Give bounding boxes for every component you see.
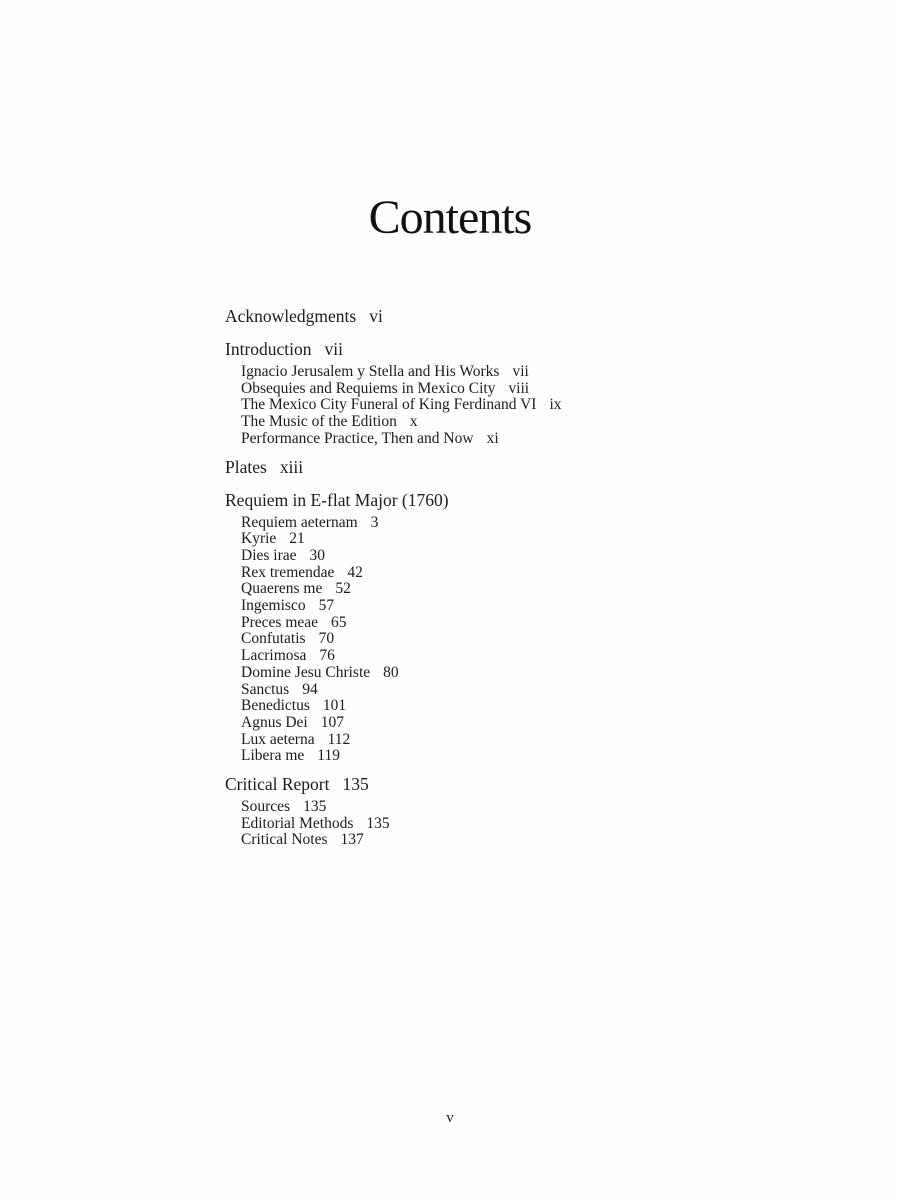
- toc-entry: [241, 548, 705, 565]
- toc-section-heading: [225, 490, 705, 510]
- toc-entry-label: Critical Notes: [241, 831, 328, 849]
- toc-section-label: Acknowledgments: [225, 306, 357, 326]
- toc-entry: [241, 598, 705, 615]
- toc-entry-page: 94: [302, 680, 318, 698]
- toc-entry-page: 137: [340, 831, 364, 849]
- toc-entry-label: Agnus Dei: [241, 713, 308, 731]
- toc-entry: [241, 648, 705, 665]
- toc-section-page: vi: [369, 306, 383, 326]
- toc-entry: [241, 431, 705, 448]
- toc-entry-page: 76: [319, 647, 335, 665]
- toc-section-label: Introduction: [225, 339, 312, 359]
- toc-entry-label: Ignacio Jerusalem y Stella and His Works: [241, 363, 500, 380]
- toc-subsection-list: [241, 515, 705, 766]
- toc-entry-label: Editorial Methods: [241, 814, 354, 832]
- toc-entry-label: Confutatis: [241, 630, 306, 648]
- toc-entry-label: Dies irae: [241, 546, 297, 564]
- toc-entry-label: Lux aeterna: [241, 730, 315, 748]
- toc-entry: [241, 381, 705, 398]
- toc-entry-label: Lacrimosa: [241, 647, 307, 665]
- toc-entry-page: 80: [383, 663, 399, 681]
- toc-subsection-list: [241, 799, 705, 849]
- toc-entry: [241, 397, 705, 414]
- toc-entry: [241, 832, 705, 849]
- toc-entry-label: Sanctus: [241, 680, 290, 698]
- toc-entry: [241, 698, 705, 715]
- toc-entry-label: Benedictus: [241, 697, 310, 715]
- page-folio: v: [446, 1110, 454, 1126]
- toc-entry-label: The Mexico City Funeral of King Ferdinand VI: [241, 396, 537, 414]
- toc-section-heading: [225, 457, 705, 477]
- toc-entry: [241, 748, 705, 765]
- toc-entry: [241, 414, 705, 431]
- toc-entry-page: 3: [370, 513, 379, 531]
- toc-entry-page: 135: [366, 814, 390, 832]
- toc-section-page: vii: [324, 339, 343, 359]
- toc-entry-page: 42: [347, 563, 363, 581]
- toc-entry: [241, 631, 705, 648]
- toc-entry: [241, 531, 705, 548]
- toc-entry-label: Performance Practice, Then and Now: [241, 429, 474, 447]
- toc-entry-page: 65: [331, 613, 347, 631]
- toc-entry-page: 21: [289, 530, 305, 548]
- toc-entry-page: viii: [508, 379, 530, 397]
- toc-entry-page: 107: [320, 713, 344, 731]
- page-title: Contents: [368, 191, 532, 244]
- toc-entry-label: Sources: [241, 798, 291, 816]
- toc-entry-page: 52: [335, 580, 351, 598]
- toc-entry-page: 30: [309, 546, 326, 564]
- toc-entry-page: ix: [549, 396, 562, 414]
- toc-entry-label: The Music of the Edition: [241, 413, 397, 431]
- toc-section-page: xiii: [279, 456, 304, 477]
- toc-entry-page: xi: [486, 429, 499, 447]
- toc-entry: [241, 364, 705, 381]
- toc-entry-page: 112: [327, 730, 351, 748]
- toc-entry-label: Rex tremendae: [241, 563, 335, 581]
- toc-entry-label: Preces meae: [241, 613, 319, 631]
- toc-entry-label: Ingemisco: [241, 597, 306, 615]
- toc-entry: [241, 665, 705, 682]
- toc-section-heading: [225, 774, 705, 794]
- toc-entry: [241, 581, 705, 598]
- toc-entry-label: Libera me: [241, 747, 305, 765]
- toc-entry-page: x: [409, 413, 418, 431]
- toc-subsection-list: [241, 364, 705, 448]
- toc-section-heading: [225, 339, 705, 359]
- toc-entry-page: vii: [512, 363, 529, 380]
- toc-entry-label: Kyrie: [241, 530, 277, 548]
- toc-section-label: Plates: [225, 456, 267, 477]
- toc-entry: [241, 615, 705, 632]
- toc-entry: [241, 682, 705, 699]
- toc-section-label: Critical Report: [225, 774, 330, 795]
- toc-entry: [241, 816, 705, 833]
- toc-entry: [241, 799, 705, 816]
- toc-section-page: 135: [342, 774, 369, 795]
- toc: [225, 306, 705, 849]
- toc-section-heading: [225, 306, 705, 326]
- toc-entry-page: 70: [318, 630, 335, 648]
- toc-entry-page: 119: [317, 747, 340, 765]
- toc-entry-page: 57: [318, 597, 335, 615]
- toc-entry-label: Obsequies and Requiems in Mexico City: [241, 379, 496, 397]
- toc-section-label: Requiem in E-flat Major (1760): [225, 489, 449, 510]
- toc-entry-page: 101: [322, 697, 347, 715]
- toc-entry: [241, 715, 705, 732]
- toc-entry: [241, 732, 705, 749]
- toc-entry-page: 135: [303, 798, 327, 816]
- toc-entry: [241, 515, 705, 532]
- toc-entry: [241, 565, 705, 582]
- toc-entry-label: Requiem aeternam: [241, 513, 358, 531]
- toc-entry-label: Domine Jesu Christe: [241, 663, 371, 681]
- toc-entry-label: Quaerens me: [241, 580, 323, 598]
